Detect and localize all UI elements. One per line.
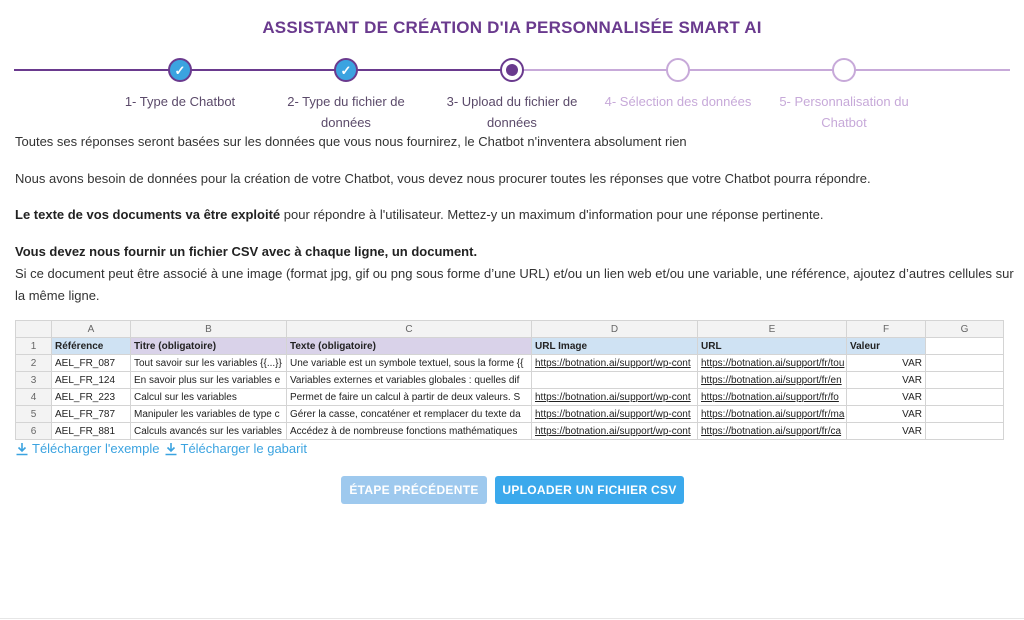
cell: AEL_FR_087 [52,355,131,372]
empty-cell [926,406,1004,423]
step-4 [603,58,753,112]
active-dot-icon [506,64,518,76]
info-paragraph-3 [15,204,1015,226]
column-letters-row [16,321,1004,338]
table-row [16,423,1004,440]
cell: VAR [847,406,926,423]
download-example-label: Télécharger l'exemple [32,441,160,456]
step-1-circle [168,58,192,82]
cell: AEL_FR_223 [52,389,131,406]
col-letter: F [847,321,926,338]
step-3-circle [500,58,524,82]
previous-step-button[interactable]: ÉTAPE PRÉCÉDENTE [341,476,487,504]
cell: VAR [847,389,926,406]
header-cell: Texte (obligatoire) [287,338,532,355]
empty-cell [926,338,1004,355]
check-icon: ✓ [174,62,186,78]
cell-link: https://botnation.ai/support/wp-cont [532,389,698,406]
cell: Calculs avancés sur les variables [131,423,287,440]
cell: Tout savoir sur les variables {{...}} [131,355,287,372]
cell-link: https://botnation.ai/support/fr/ca [698,423,847,440]
wizard-stepper [14,58,1010,128]
cell: VAR [847,372,926,389]
page-title: ASSISTANT DE CRÉATION D'IA PERSONNALISÉE SMART AI [262,18,762,37]
download-template-link[interactable] [164,441,307,456]
header-cell: URL Image [532,338,698,355]
info-paragraph-5: Si ce document peut être associé à une image (format jpg, gif ou png sous forme d’une URL) et/ou un lien web et/ou une variable, une référence, ajoutez d’autres cellules sur la même ligne. [15,266,1014,303]
empty-cell [926,389,1004,406]
csv-example-sheet [15,320,1004,440]
row-number: 3 [16,372,52,389]
cell: Une variable est un symbole textuel, sous la forme {{ [287,355,532,372]
step-4-circle [666,58,690,82]
download-template-label: Télécharger le gabarit [180,441,307,456]
cell-link: https://botnation.ai/support/fr/fo [698,389,847,406]
col-letter: D [532,321,698,338]
info-paragraph-4-bold: Vous devez nous fournir un fichier CSV avec à chaque ligne, un document. [15,244,478,259]
cell: Permet de faire un calcul à partir de deux valeurs. S [287,389,532,406]
cell-link: https://botnation.ai/support/wp-cont [532,423,698,440]
table-header-row [16,338,1004,355]
cell: VAR [847,423,926,440]
header-cell: URL [698,338,847,355]
download-icon [164,442,178,456]
step-1-label: 1- Type de Chatbot [124,94,236,109]
step-5 [769,58,919,133]
cell: Calcul sur les variables [131,389,287,406]
row-number: 2 [16,355,52,372]
info-paragraph-3-bold: Le texte de vos documents va être exploité [15,207,281,222]
row-number: 4 [16,389,52,406]
empty-cell [926,355,1004,372]
step-2[interactable] [271,58,421,133]
header-cell: Titre (obligatoire) [131,338,287,355]
cell: AEL_FR_787 [52,406,131,423]
info-paragraph-4 [15,241,1015,263]
download-example-link[interactable] [15,441,160,456]
step-2-label: 2- Type du fichier de données [287,94,405,130]
cell-link: https://botnation.ai/support/wp-cont [532,406,698,423]
cell: Gérer la casse, concaténer et remplacer du texte da [287,406,532,423]
table-row [16,355,1004,372]
cell-link: https://botnation.ai/support/wp-cont [532,355,698,372]
check-icon: ✓ [340,62,352,78]
step-1[interactable] [105,58,255,112]
cell: AEL_FR_881 [52,423,131,440]
cell-link: https://botnation.ai/support/fr/ma [698,406,847,423]
step-5-label: 5- Personnalisation du Chatbot [779,94,909,130]
info-paragraph-1: Toutes ses réponses seront basées sur les données que vous nous fournirez, le Chatbot n'inventera absolument rien [15,134,687,149]
step-5-circle [832,58,856,82]
download-links [15,441,307,456]
header-cell: Valeur [847,338,926,355]
header-cell: Référence [52,338,131,355]
cell: VAR [847,355,926,372]
sheet-corner [16,321,52,338]
empty-cell [926,372,1004,389]
row-number: 5 [16,406,52,423]
col-letter: B [131,321,287,338]
cell-link [532,372,698,389]
cell: Variables externes et variables globales : quelles dif [287,372,532,389]
col-letter: C [287,321,532,338]
cell: En savoir plus sur les variables e [131,372,287,389]
step-4-label: 4- Sélection des données [604,94,752,109]
table-row [16,406,1004,423]
step-3-label: 3- Upload du fichier de données [446,94,578,130]
bottom-divider [0,618,1024,619]
cell: Manipuler les variables de type c [131,406,287,423]
col-letter: G [926,321,1004,338]
info-paragraph-2: Nous avons besoin de données pour la création de votre Chatbot, vous devez nous procurer toutes les réponses que votre Chatbot pourra répondre. [15,171,871,186]
col-letter: A [52,321,131,338]
cell-link: https://botnation.ai/support/fr/tou [698,355,847,372]
cell: AEL_FR_124 [52,372,131,389]
row-number: 6 [16,423,52,440]
upload-csv-button[interactable]: UPLOADER UN FICHIER CSV [495,476,684,504]
table-row [16,372,1004,389]
cell-link: https://botnation.ai/support/fr/en [698,372,847,389]
table-row [16,389,1004,406]
empty-cell [926,423,1004,440]
cell: Accédez à de nombreuse fonctions mathématiques [287,423,532,440]
info-paragraph-3-text: pour répondre à l'utilisateur. Mettez-y un maximum d'information pour une réponse pertinente. [280,207,824,222]
download-icon [15,442,29,456]
step-3[interactable] [437,58,587,133]
step-2-circle [334,58,358,82]
col-letter: E [698,321,847,338]
row-number: 1 [16,338,52,355]
